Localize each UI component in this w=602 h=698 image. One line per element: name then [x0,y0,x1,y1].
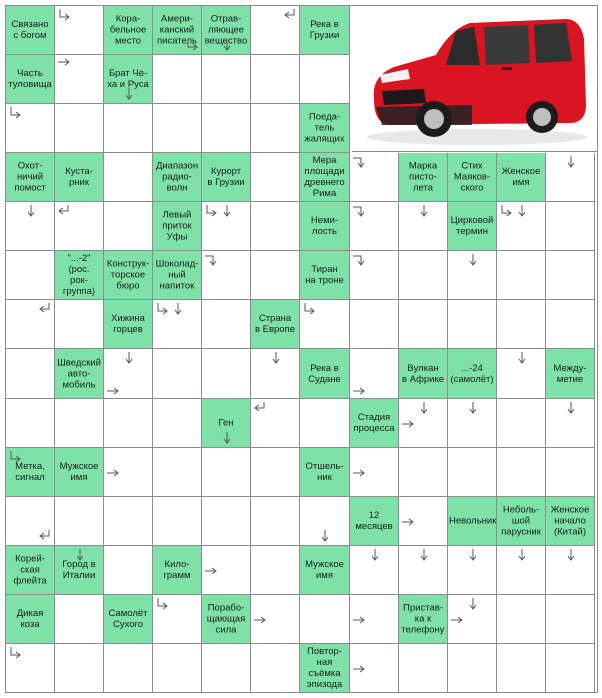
arrow-down-icon [321,530,329,542]
arrow-down-icon [567,402,575,414]
answer-cell[interactable] [202,448,251,497]
answer-cell[interactable] [497,644,546,693]
answer-cell[interactable] [399,251,448,300]
answer-cell[interactable] [6,349,55,399]
car-photo [352,7,598,152]
clue-text: Поеда- тель жалящих [304,111,345,145]
clue-text: Повтор- ная съёмка эпизода [306,646,343,690]
clue-text: Река в Судане [308,362,341,385]
clue-cell [153,251,202,300]
answer-cell[interactable] [202,349,251,399]
answer-cell[interactable] [202,300,251,349]
clue-cell [55,153,104,202]
arrow-left-down-icon [254,402,266,414]
answer-cell[interactable] [104,399,153,448]
answer-cell[interactable] [497,300,546,349]
answer-cell[interactable] [251,448,300,497]
answer-cell[interactable] [55,399,104,448]
clue-text: Курорт в Грузии [207,166,245,188]
answer-cell[interactable] [546,202,595,251]
answer-cell[interactable] [153,399,202,448]
arrow-down-right-icon [58,9,70,21]
arrow-right-icon [107,469,119,477]
answer-cell[interactable] [153,644,202,693]
answer-cell[interactable] [251,153,300,202]
answer-cell[interactable] [55,104,104,153]
clue-text: 12 месяцев [355,510,393,532]
clue-cell [55,251,104,300]
clue-text: Кора- бельное место [109,13,147,47]
answer-cell[interactable] [55,644,104,693]
arrow-down-icon [469,402,477,414]
answer-cell[interactable] [153,497,202,546]
clue-text: Женское начало (Китай) [550,504,590,538]
arrow-down-right-icon [9,647,21,659]
arrow-down-icon [420,549,428,561]
clue-text: Цирковой термин [450,215,494,237]
clue-cell [6,153,55,202]
arrow-down-icon [518,549,526,561]
clue-text: Невольник [449,515,497,527]
arrow-down-right-icon [186,39,198,51]
answer-cell[interactable] [104,104,153,153]
answer-cell[interactable] [399,644,448,693]
arrow-left-down-icon [58,205,70,217]
clue-text: Левый приток Уфы [162,209,192,243]
arrow-down-icon [420,402,428,414]
answer-cell[interactable] [546,595,595,644]
clue-text: Брат Че- ха и Руса [107,68,149,90]
arrow-down-icon [518,352,526,364]
clue-cell [546,349,595,399]
arrow-left-down-icon [284,9,296,21]
clue-text: Река в Грузии [309,19,340,41]
arrow-right-down-icon [353,205,365,217]
clue-text: Неми- лость [310,215,339,237]
arrow-right-icon [353,387,365,395]
arrow-down-icon [469,254,477,266]
answer-cell[interactable] [6,399,55,448]
answer-cell[interactable] [153,55,202,104]
clue-text: Охот- ничий помост [14,160,46,194]
arrow-down-icon [469,549,477,561]
clue-cell [300,546,350,595]
answer-cell[interactable] [153,349,202,399]
answer-cell[interactable] [546,448,595,497]
clue-cell [104,6,153,55]
crossword-grid [5,5,598,693]
clue-text: Отшель- ник [305,461,344,483]
clue-text: Марка писто- лета [408,160,438,194]
clue-cell [350,497,399,546]
arrow-down-icon [420,205,428,217]
answer-cell[interactable] [546,251,595,300]
clue-cell [448,497,497,546]
answer-cell[interactable] [300,399,350,448]
arrow-down-icon [27,205,35,217]
clue-cell [350,399,399,448]
arrow-down-right-icon [9,107,21,119]
answer-cell[interactable] [104,202,153,251]
arrow-down-icon [125,88,133,100]
arrow-down-icon [518,205,526,217]
clue-cell [399,595,448,644]
arrow-right-icon [205,567,217,575]
clue-text: Диапазон радио- волн [155,160,199,194]
clue-text: Порабо- щающая сила [206,602,246,636]
answer-cell[interactable] [546,300,595,349]
arrow-down-icon [76,549,84,561]
arrow-down-icon [223,432,231,444]
arrow-down-icon [223,39,231,51]
clue-text: Пристав- ка к телефону [401,602,445,636]
clue-cell [497,153,546,202]
clue-text: "...-2" (рос. рок- группа) [62,253,96,297]
clue-cell [448,153,497,202]
arrow-down-right-icon [205,205,217,217]
arrow-right-down-icon [205,254,217,266]
clue-text: Шоколад- ный напиток [155,258,199,292]
clue-text: Мера площади древнего Рима [304,155,345,199]
clue-cell [6,6,55,55]
arrow-right-icon [58,58,70,66]
answer-cell[interactable] [300,595,350,644]
clue-cell [300,6,350,55]
clue-text: Отрав- ляющее вещество [204,13,248,47]
clue-cell [300,153,350,202]
clue-text: Конструк- торское бюро [106,258,150,292]
clue-cell [153,546,202,595]
arrow-down-right-icon [500,205,512,217]
clue-text: Ген [218,417,234,429]
arrow-down-icon [567,156,575,168]
clue-cell [497,497,546,546]
clue-cell [6,595,55,644]
answer-cell[interactable] [104,546,153,595]
arrow-down-right-icon [9,451,21,463]
clue-cell [6,546,55,595]
arrow-left-down-icon [39,303,51,315]
clue-cell [399,153,448,202]
answer-cell[interactable] [104,644,153,693]
answer-cell[interactable] [251,644,300,693]
answer-cell[interactable] [55,595,104,644]
clue-cell [153,202,202,251]
answer-cell[interactable] [55,300,104,349]
answer-cell[interactable] [350,300,399,349]
answer-cell[interactable] [104,153,153,202]
arrow-down-icon [567,549,575,561]
answer-cell[interactable] [55,497,104,546]
clue-cell [300,644,350,693]
arrow-down-icon [223,205,231,217]
clue-cell [55,349,104,399]
clue-cell [300,104,350,153]
clue-cell [251,300,300,349]
clue-text: Стих Маяков- ского [453,160,491,194]
arrow-down-icon [469,598,477,610]
arrow-down-right-icon [156,303,168,315]
answer-cell[interactable] [497,595,546,644]
arrow-right-icon [254,616,266,624]
clue-cell [300,251,350,300]
answer-cell[interactable] [202,644,251,693]
answer-cell[interactable] [399,448,448,497]
answer-cell[interactable] [497,448,546,497]
clue-text: Связано с богом [11,19,49,41]
clue-text: Шведский авто- мобиль [57,357,101,390]
clue-text: Тиран на троне [305,264,344,286]
answer-cell[interactable] [153,448,202,497]
clue-text: Неболь- шой парусник [501,504,541,538]
clue-text: Дикая коза [16,608,44,630]
arrow-down-icon [371,549,379,561]
clue-cell [300,448,350,497]
clue-text: Кило- грамм [163,559,191,581]
arrow-down-icon [272,352,280,364]
answer-cell[interactable] [546,644,595,693]
answer-cell[interactable] [251,251,300,300]
clue-text: Куста- рник [65,166,93,188]
clue-cell [6,55,55,104]
answer-cell[interactable] [104,497,153,546]
clue-text: Часть туловища [8,68,52,90]
answer-cell[interactable] [251,104,300,153]
arrow-right-down-icon [353,156,365,168]
clue-cell [448,202,497,251]
clue-cell [153,153,202,202]
clue-cell [202,153,251,202]
clue-text: Город в Италии [62,559,96,581]
clue-text: Стадия процесса [353,412,395,434]
clue-text: Самолёт Сухого [108,608,148,630]
answer-cell[interactable] [497,251,546,300]
clue-text: Корей- ская флейта [13,553,47,587]
arrow-down-icon [125,352,133,364]
clue-cell [202,595,251,644]
arrow-right-icon [353,616,365,624]
arrow-right-icon [353,665,365,673]
clue-cell [104,595,153,644]
clue-text: Метка, сигнал [15,461,45,483]
clue-cell [104,251,153,300]
arrow-right-icon [451,616,463,624]
answer-cell[interactable] [448,644,497,693]
answer-cell[interactable] [251,546,300,595]
answer-cell[interactable] [251,202,300,251]
arrow-down-right-icon [303,303,315,315]
clue-cell [300,202,350,251]
clue-cell [300,349,350,399]
arrow-right-icon [402,518,414,526]
clue-cell [448,349,497,399]
clue-text: Амери- канский писатель [157,13,197,47]
clue-text: Вулкан в Африке [401,362,445,385]
clue-cell [399,349,448,399]
clue-text: Между- метие [553,362,587,385]
clue-text: Страна в Европе [254,313,296,335]
arrow-right-icon [107,387,119,395]
answer-cell[interactable] [448,300,497,349]
arrow-left-down-icon [39,530,51,542]
answer-cell[interactable] [448,448,497,497]
answer-cell[interactable] [6,251,55,300]
answer-cell[interactable] [300,55,350,104]
clue-text: Женское имя [501,166,541,188]
answer-cell[interactable] [497,399,546,448]
answer-cell[interactable] [251,55,300,104]
answer-cell[interactable] [153,104,202,153]
arrow-right-down-icon [353,254,365,266]
answer-cell[interactable] [251,497,300,546]
clue-text: Мужское имя [305,559,344,581]
clue-text: Хижина горцев [111,313,145,335]
answer-cell[interactable] [202,104,251,153]
arrow-right-icon [402,420,414,428]
arrow-right-icon [353,469,365,477]
answer-cell[interactable] [202,55,251,104]
clue-text: Мужское имя [59,461,99,483]
clue-cell [104,300,153,349]
arrow-down-icon [174,303,182,315]
answer-cell[interactable] [202,497,251,546]
clue-cell [546,497,595,546]
clue-text: ...-24 (самолёт) [450,362,494,385]
arrow-down-right-icon [156,598,168,610]
answer-cell[interactable] [399,300,448,349]
clue-cell [55,448,104,497]
